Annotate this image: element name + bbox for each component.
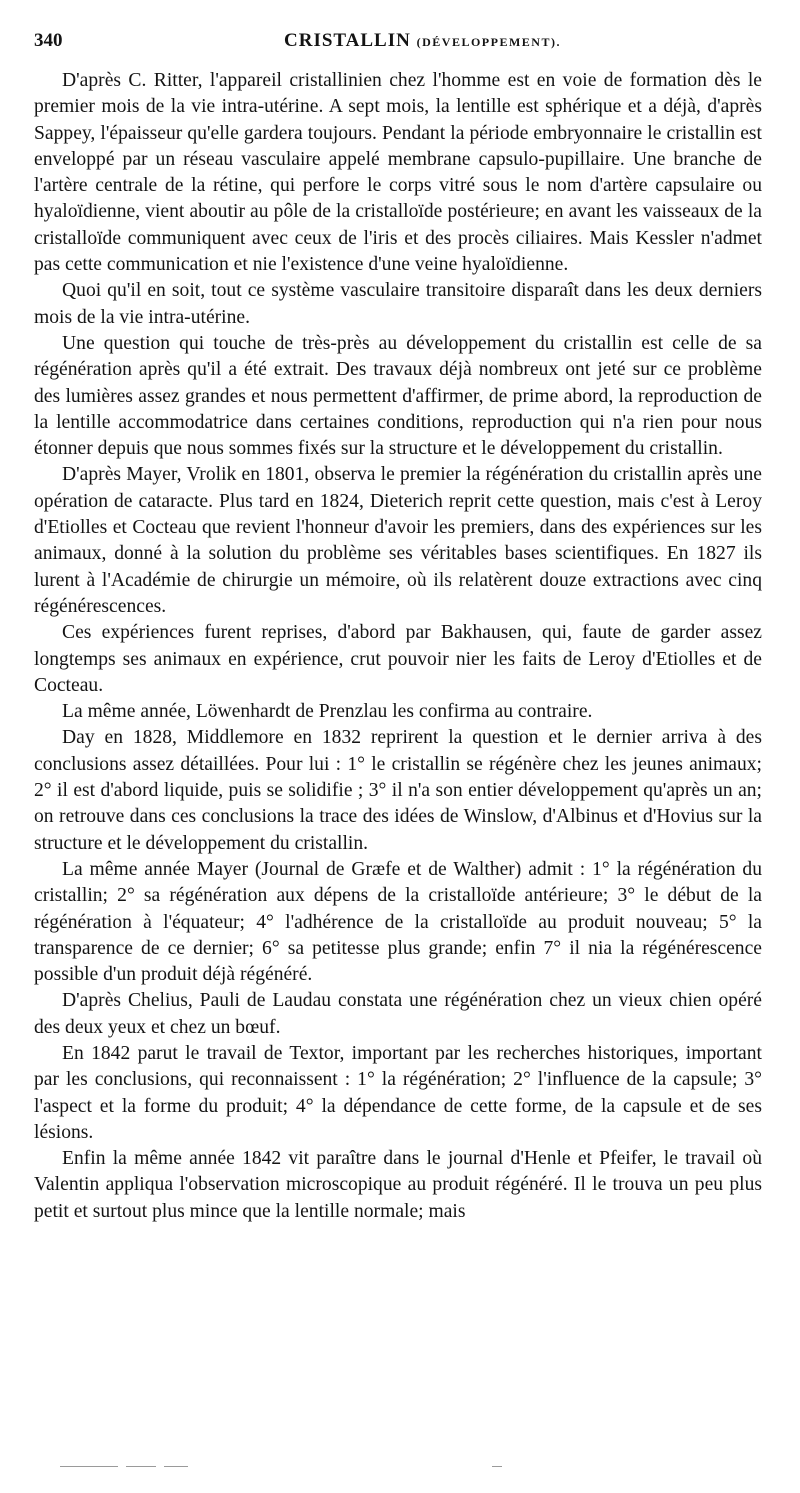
body-text [34,68,762,1225]
paragraph: Ces expériences furent reprises, d'abord par Bakhausen, qui, faute de garder assez longtemps ses animaux en expérience, crut pouvoir nier les faits de Leroy d'Etiolles et de Cocteau. [34,622,762,696]
footer-marks [60,1463,520,1471]
running-title-sub: (DÉVELOPPEMENT). [416,35,561,49]
running-title [284,30,561,52]
paragraph: Day en 1828, Middlemore en 1832 reprirent la question et le dernier arriva à des conclusions assez détaillées. Pour lui : 1° le cristallin se régénère chez les jeunes animaux; 2° il est d'abord liquide, puis se solidifie ; 3° il n'a son entier développement qu'après un an; on retrouve dans ces conclusions la trace des idées de Winslow, d'Albinus et d'Hovius sur la structure et le développement du cristallin. [34,727,762,854]
page-header [34,30,762,60]
running-title-main: CRISTALLIN [284,30,411,51]
paragraph: La même année Mayer (Journal de Græfe et de Walther) admit : 1° la régénération du cristallin; 2° sa régénération aux dépens de la cristalloïde antérieure; 3° le début de la régénération à l'équateur; 4° l'adhérence de la cristalloïde au produit nouveau; 5° la transparence de ce dernier; 6° sa petitesse plus grande; enfin 7° il nia la régénérescence possible d'un produit déjà régénéré. [34,858,762,986]
paragraph: D'après C. Ritter, l'appareil cristallinien chez l'homme est en voie de formation dès le premier mois de la vie intra-utérine. A sept mois, la lentille est sphérique et a déjà, d'après Sappey, l'épaisseur qu'elle gardera toujours. Pendant la période embryonnaire le cristallin est enveloppé par un réseau vasculaire appelé membrane capsulo-pupillaire. Une branche de l'artère centrale de la rétine, qui perfore le corps vitré sous le nom d'artère capsulaire ou hyaloïdienne, vient aboutir au pôle de la cristalloïde postérieure; en avant les vaisseaux de la cristalloïde communiquent avec ceux de l'iris et des procès ciliaires. Mais Kessler n'admet pas cette communication et nie l'existence d'une veine hyaloïdienne. [34,70,762,276]
paragraph: Enfin la même année 1842 vit paraître dans le journal d'Henle et Pfeifer, le travail où Valentin appliqua l'observation microscopique au produit régénéré. Il le trouva un peu plus petit et surtout plus mince que la lentille normale; mais [34,1148,762,1222]
paragraph: D'après Chelius, Pauli de Laudau constata une régénération chez un vieux chien opéré des deux yeux et chez un bœuf. [34,990,762,1038]
paragraph: Une question qui touche de très-près au développement du cristallin est celle de sa régénération après qu'il a été extrait. Des travaux déjà nombreux ont jeté sur ce problème des lumières assez grandes et nous permettent d'affirmer, de prime abord, la reproduction de la lentille accommodatrice dans certaines conditions, reproduction qui n'a rien pour nous étonner depuis que nous sommes fixés sur la structure et le développement du cristallin. [34,332,762,460]
paragraph: D'après Mayer, Vrolik en 1801, observa le premier la régénération du cristallin après une opération de cataracte. Plus tard en 1824, Dieterich reprit cette question, mais c'est à Leroy d'Etiolles et Cocteau que revient l'honneur d'avoir les premiers, dans des expériences sur les animaux, donné à la solution du problème ses véritables bases scientifiques. En 1827 ils lurent à l'Académie de chirurgie un mémoire, où ils relatèrent douze extractions avec cinq régénérescences. [34,464,762,617]
page-number: 340 [34,30,63,51]
paragraph: La même année, Löwenhardt de Prenzlau les confirma au contraire. [62,701,593,723]
paragraph: En 1842 parut le travail de Textor, important par les recherches historiques, important par les conclusions, qui reconnaissent : 1° la régénération; 2° l'influence de la capsule; 3° l'aspect et la forme du produit; 4° la dépendance de cette forme, de la capsule et de ses lésions. [34,1042,762,1143]
paragraph: Quoi qu'il en soit, tout ce système vasculaire transitoire disparaît dans les deux derniers mois de la vie intra-utérine. [34,280,762,328]
